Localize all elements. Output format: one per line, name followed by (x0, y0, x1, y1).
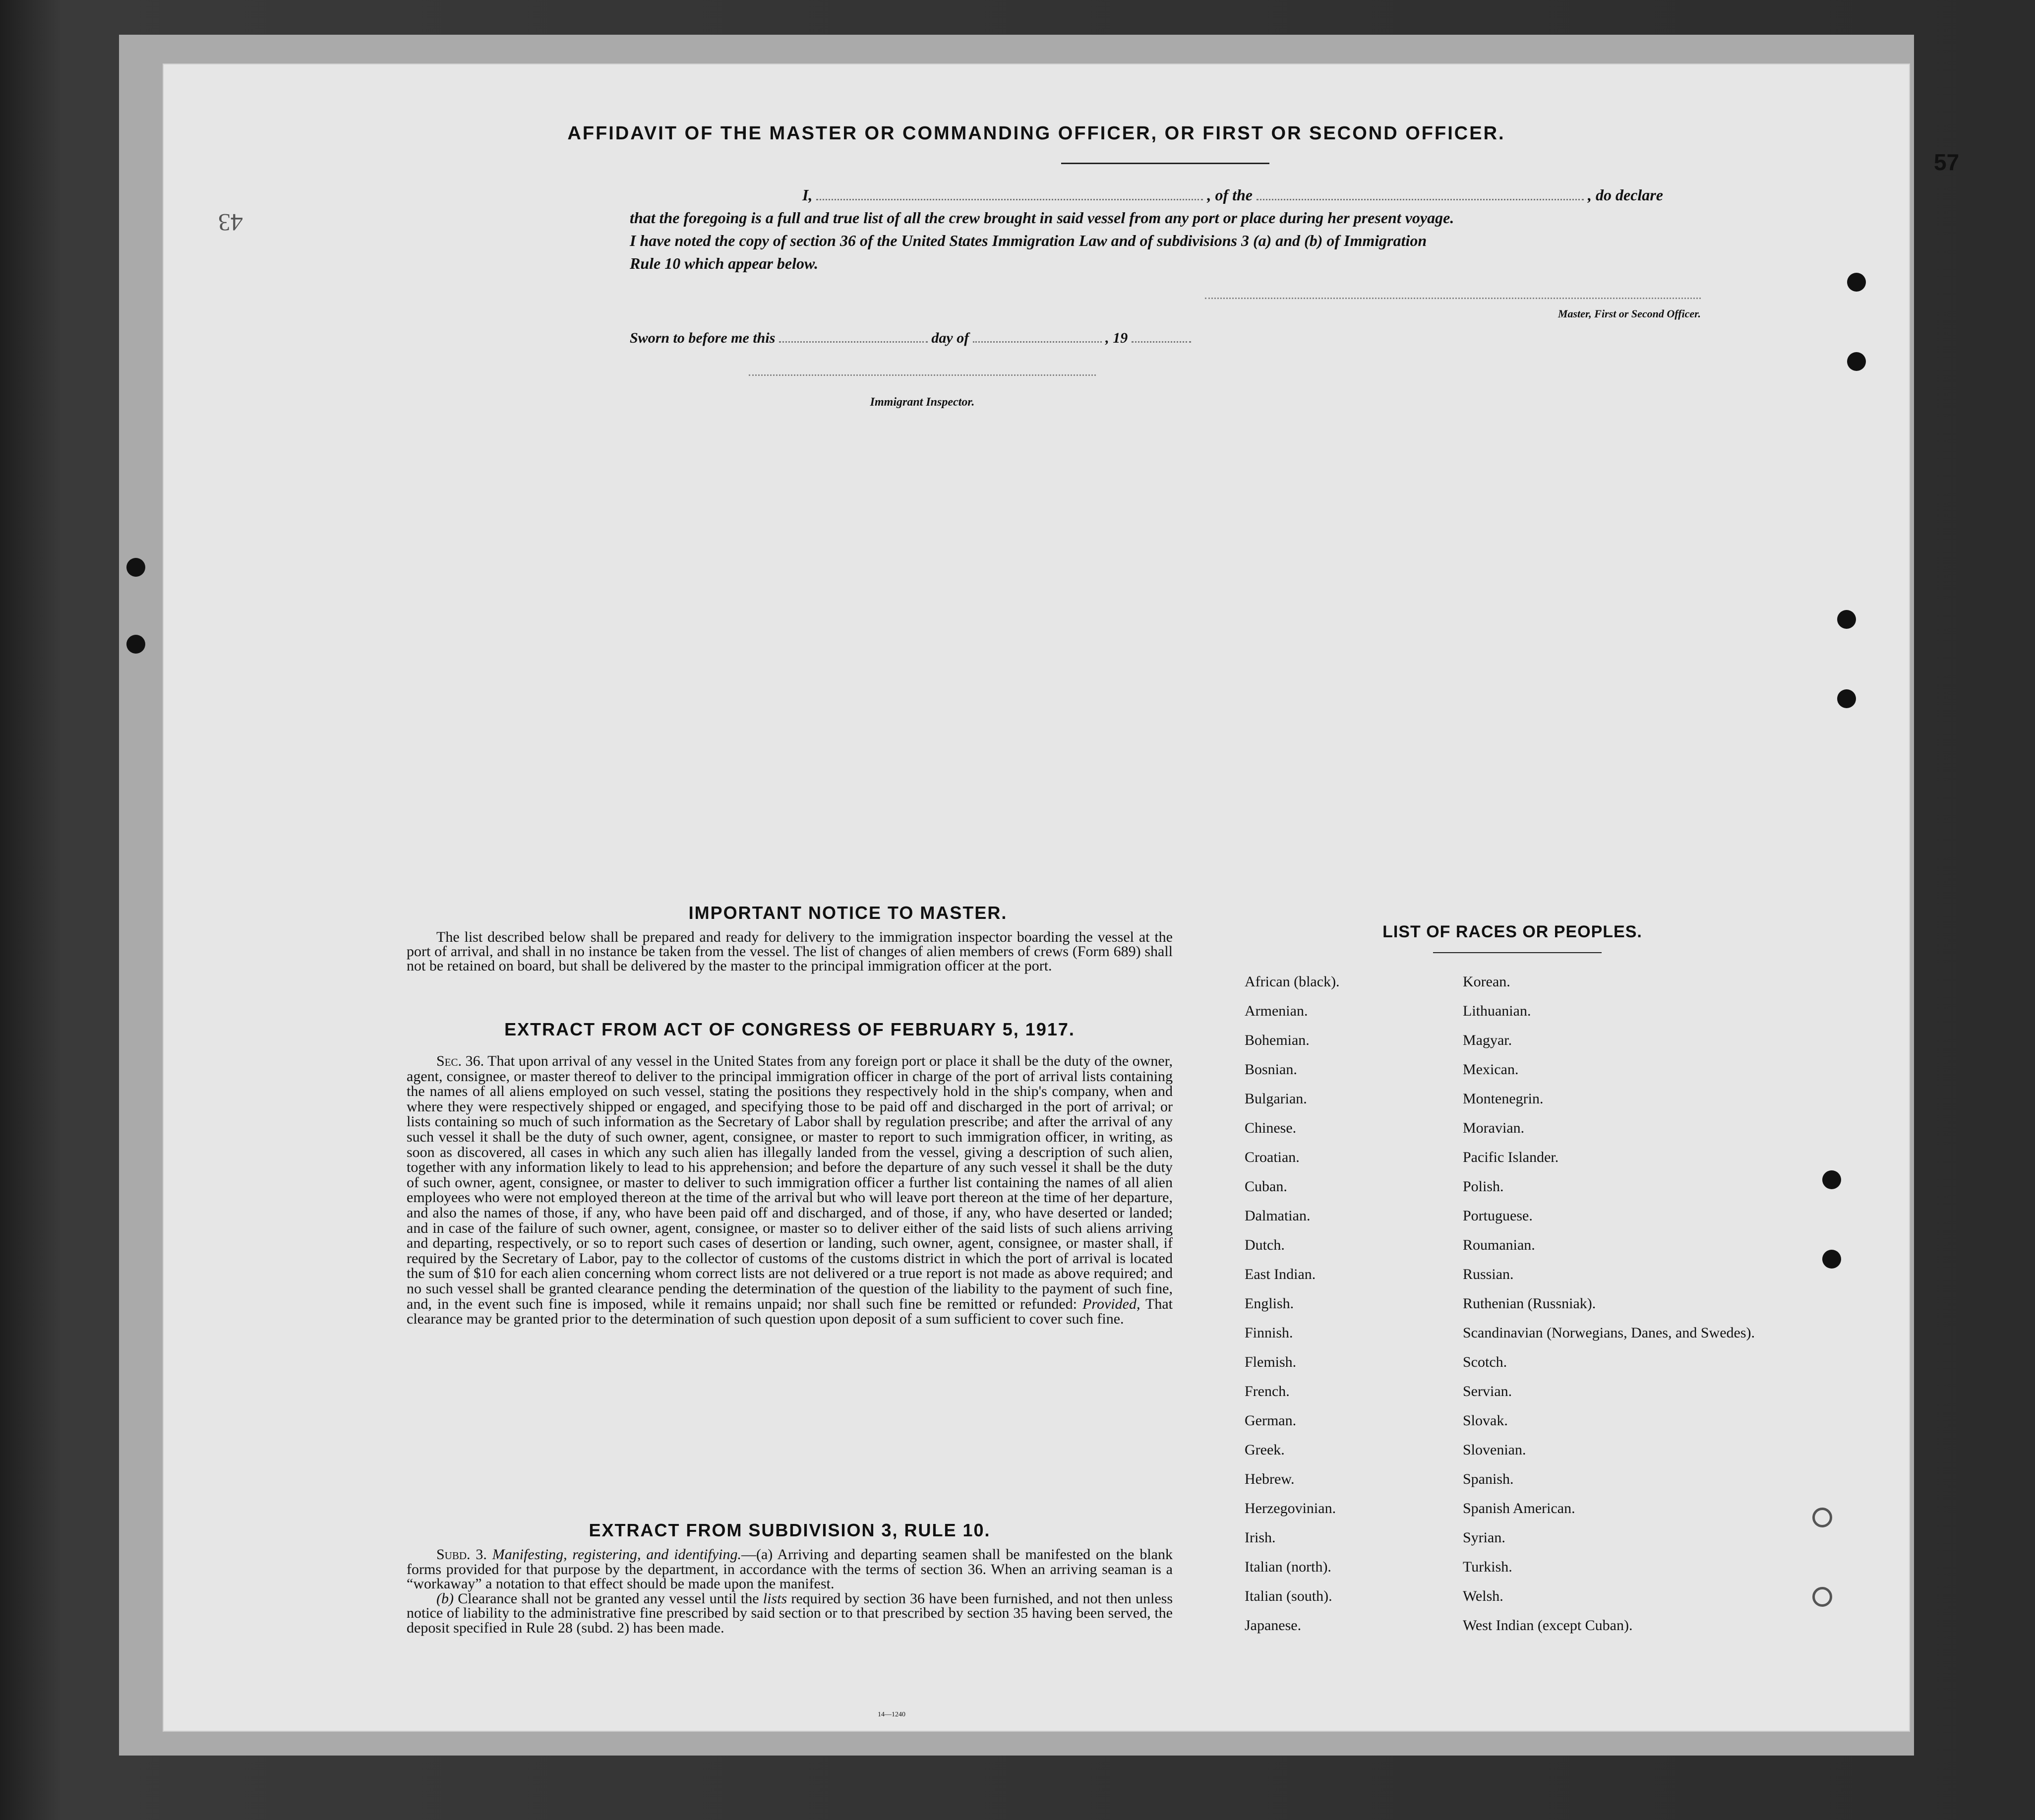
punch-hole-ring-icon (1812, 1508, 1832, 1527)
race-item: Spanish American. (1463, 1500, 1575, 1517)
race-item: Moravian. (1463, 1120, 1525, 1136)
para-b-lists: lists (763, 1590, 787, 1607)
race-item: Italian (south). (1245, 1588, 1332, 1604)
section-label: Sec. 36. (436, 1053, 484, 1069)
subd-label: Subd. 3. (436, 1546, 487, 1563)
races-title-rule (1433, 952, 1602, 953)
page-number: 57 (1934, 149, 1960, 175)
race-item: Ruthenian (Russniak). (1463, 1295, 1596, 1312)
race-item: Magyar. (1463, 1032, 1512, 1048)
punch-hole-icon (1837, 689, 1856, 708)
race-item: Armenian. (1245, 1003, 1308, 1019)
race-item: Chinese. (1245, 1120, 1297, 1136)
race-item: Polish. (1463, 1178, 1504, 1195)
race-item: Greek. (1245, 1442, 1285, 1458)
race-item: Russian. (1463, 1266, 1514, 1282)
section-text-end: That clearance may be granted prior to the determination of such question upon deposit of a sum sufficient to cover such fine. (407, 1295, 1173, 1328)
race-item: Pacific Islander. (1463, 1149, 1559, 1165)
race-item: Japanese. (1245, 1617, 1302, 1634)
punch-hole-ring-icon (1812, 1587, 1832, 1607)
affidavit-title: AFFIDAVIT OF THE MASTER OR COMMANDING OFFICER, OR FIRST OR SECOND OFFICER. (567, 123, 1505, 144)
race-item: Bosnian. (1245, 1061, 1297, 1078)
section-36-paragraph (407, 1054, 1173, 1327)
race-item: Slovak. (1463, 1412, 1508, 1429)
race-item: German. (1245, 1412, 1297, 1429)
race-item: Montenegrin. (1463, 1091, 1544, 1107)
section-text: That upon arrival of any vessel in the United States from any foreign port or place it shall be the duty of the owner, agent, consignee, or master thereof to deliver to the principal immigration officer in charge of the port of arrival lists containing the names of all aliens employed on such vessel, stating the positions they respectively hold in the ship's company, when and where they were respectively shipped or engaged, and specifying those to be paid off and discharged in the port of arrival; or lists containing so much of such information as the Secretary of Labor shall by regulation prescribe; and after the arrival of any such vessel it shall be the duty of such owner, agent, consignee, or master to report to such immigration officer, in writing, as soon as discovered, all cases in which any such alien has illegally landed from the vessel, giving a description of such alien, together with any information likely to lead to his apprehension; and before the departure of any such vessel it shall be the duty of such owner, agent, consignee, or master to deliver to such immigration officer a further list containing the names of all alien employees who were not employed thereon at the time of the arrival but who will leave port thereon at the time of her departure, and also the names of those, if any, who have been paid off and discharged, and of those, if any, who have deserted or landed; and in case of the failure of such owner, agent, consignee, or master so to deliver either of the said lists of such aliens arriving and departing, respectively, or so to report such cases of desertion or landing, such owner, agent, consignee, or master shall, if required by the Secretary of Labor, pay to the collector of customs of the customs district in which the port of arrival is located the sum of $10 for each alien concerning whom correct lists are not delivered or a true report is not made as above required; and no such vessel shall be granted clearance pending the determination of the question of the liability to the payment of such fine, and, in the event such fine is imposed, while it remains unpaid; nor shall such fine be remitted or refunded: (407, 1053, 1173, 1312)
races-column-2 (1463, 967, 1810, 1640)
form-number: 14—1240 (878, 1711, 905, 1718)
race-item: Spanish. (1463, 1471, 1514, 1487)
inspector-label: Immigrant Inspector. (870, 396, 975, 409)
para-a-text: —(a) Arriving and departing seamen shall be manifested on the blank forms provided for that purpose by the department, in accordance with the terms of section 36. When an arriving seaman is a “workaway” a notation to that effect should be made upon the manifest. (407, 1546, 1173, 1592)
race-item: Korean. (1463, 973, 1510, 990)
race-item: Scandinavian (Norwegians, Danes, and Swedes). (1463, 1325, 1755, 1341)
race-item: Roumanian. (1463, 1237, 1535, 1253)
race-item: Lithuanian. (1463, 1003, 1531, 1019)
race-item: Cuban. (1245, 1178, 1287, 1195)
sworn-line (630, 330, 1225, 347)
extract-act-title: EXTRACT FROM ACT OF CONGRESS OF FEBRUARY 5, 1917. (504, 1019, 1075, 1039)
race-item: Turkish. (1463, 1559, 1512, 1575)
race-item: Croatian. (1245, 1149, 1300, 1165)
punch-hole-icon (1847, 352, 1866, 371)
margin-number: 43 (218, 209, 243, 237)
binder-hole-icon (126, 635, 145, 654)
affidavit-line-1 (630, 183, 1701, 206)
race-item: French. (1245, 1383, 1290, 1399)
affidavit-line-2: that the foregoing is a full and true list of all the crew brought in said vessel from any port or place during her present voyage. (630, 209, 1454, 227)
race-item: Slovenian. (1463, 1442, 1526, 1458)
signature-line[interactable] (1205, 298, 1701, 299)
extract-act-body (407, 1054, 1173, 1327)
notice-paragraph: The list described below shall be prepared and ready for delivery to the immigration inspector boarding the vessel at the port of arrival, and shall in no instance be taken from the vessel. The list of changes of alien members of crews (Form 689) shall not be retained on board, but shall be delivered by the master to the principal immigration officer at the port. (407, 929, 1173, 974)
race-item: Mexican. (1463, 1061, 1519, 1078)
punch-hole-icon (1847, 273, 1866, 292)
race-item: Servian. (1463, 1383, 1512, 1399)
affidavit-of-the: , of the (1207, 186, 1253, 204)
sworn-day-of: day of (931, 330, 969, 346)
punch-hole-icon (1822, 1170, 1841, 1189)
rule-paragraph-a (407, 1547, 1173, 1591)
race-item: Scotch. (1463, 1354, 1507, 1370)
race-item: Hebrew. (1245, 1471, 1295, 1487)
races-title: LIST OF RACES OR PEOPLES. (1382, 922, 1642, 941)
race-item: African (black). (1245, 973, 1340, 990)
sworn-month-field[interactable] (973, 341, 1102, 343)
race-item: Irish. (1245, 1529, 1276, 1546)
para-b-pre: Clearance shall not be granted any vessel until the (458, 1590, 759, 1607)
title-underline (1061, 163, 1269, 164)
affidavit-i: I, (802, 186, 813, 204)
races-column-1 (1245, 967, 1493, 1640)
race-item: Syrian. (1463, 1529, 1505, 1546)
affidavit-line-4: Rule 10 which appear below. (630, 254, 819, 272)
notice-title: IMPORTANT NOTICE TO MASTER. (688, 903, 1008, 923)
race-item: English. (1245, 1295, 1294, 1312)
punch-hole-icon (1822, 1250, 1841, 1269)
extract-rule-body (407, 1547, 1173, 1635)
race-item: West Indian (except Cuban). (1463, 1617, 1633, 1634)
race-item: Dalmatian. (1245, 1208, 1311, 1224)
race-item: Italian (north). (1245, 1559, 1331, 1575)
sworn-year-field[interactable] (1132, 341, 1191, 343)
binder-hole-icon (126, 558, 145, 577)
affidavit-do-declare: , do declare (1588, 186, 1663, 204)
race-item: Finnish. (1245, 1325, 1293, 1341)
race-item: Portuguese. (1463, 1208, 1533, 1224)
inspector-signature-line[interactable] (749, 374, 1096, 376)
sworn-prefix: Sworn to before me this (630, 330, 776, 346)
race-item: Herzegovinian. (1245, 1500, 1336, 1517)
signature-label: Master, First or Second Officer. (1557, 307, 1701, 320)
subd-heading: Manifesting, registering, and identifying. (492, 1546, 741, 1563)
extract-rule-title: EXTRACT FROM SUBDIVISION 3, RULE 10. (589, 1520, 991, 1540)
sworn-year: , 19 (1105, 330, 1128, 346)
punch-hole-icon (1837, 610, 1856, 629)
race-item: Flemish. (1245, 1354, 1297, 1370)
para-b-label: (b) (436, 1590, 454, 1607)
manifest-page (164, 64, 1909, 1731)
sworn-day-field[interactable] (779, 341, 928, 343)
para-b-post: required by section 36 have been furnished, and not then unless notice of liability to the administrative fine prescribed by said section or to that prescribed by section 35 having been served, the deposit specified in Rule 28 (subd. 2) has been made. (407, 1590, 1173, 1636)
affidavit-text (630, 183, 1701, 275)
affidavit-line-3: I have noted the copy of section 36 of the United States Immigration Law and of subdivisions 3 (a) and (b) of Immigration (630, 232, 1427, 249)
rule-paragraph-b (407, 1591, 1173, 1636)
race-item: Bulgarian. (1245, 1091, 1307, 1107)
race-item: East Indian. (1245, 1266, 1316, 1282)
provided-word: Provided, (1082, 1295, 1140, 1312)
race-item: Welsh. (1463, 1588, 1503, 1604)
vessel-field[interactable] (1257, 199, 1584, 200)
race-item: Bohemian. (1245, 1032, 1310, 1048)
race-item: Dutch. (1245, 1237, 1285, 1253)
notice-body (407, 930, 1173, 973)
name-field[interactable] (816, 199, 1203, 200)
